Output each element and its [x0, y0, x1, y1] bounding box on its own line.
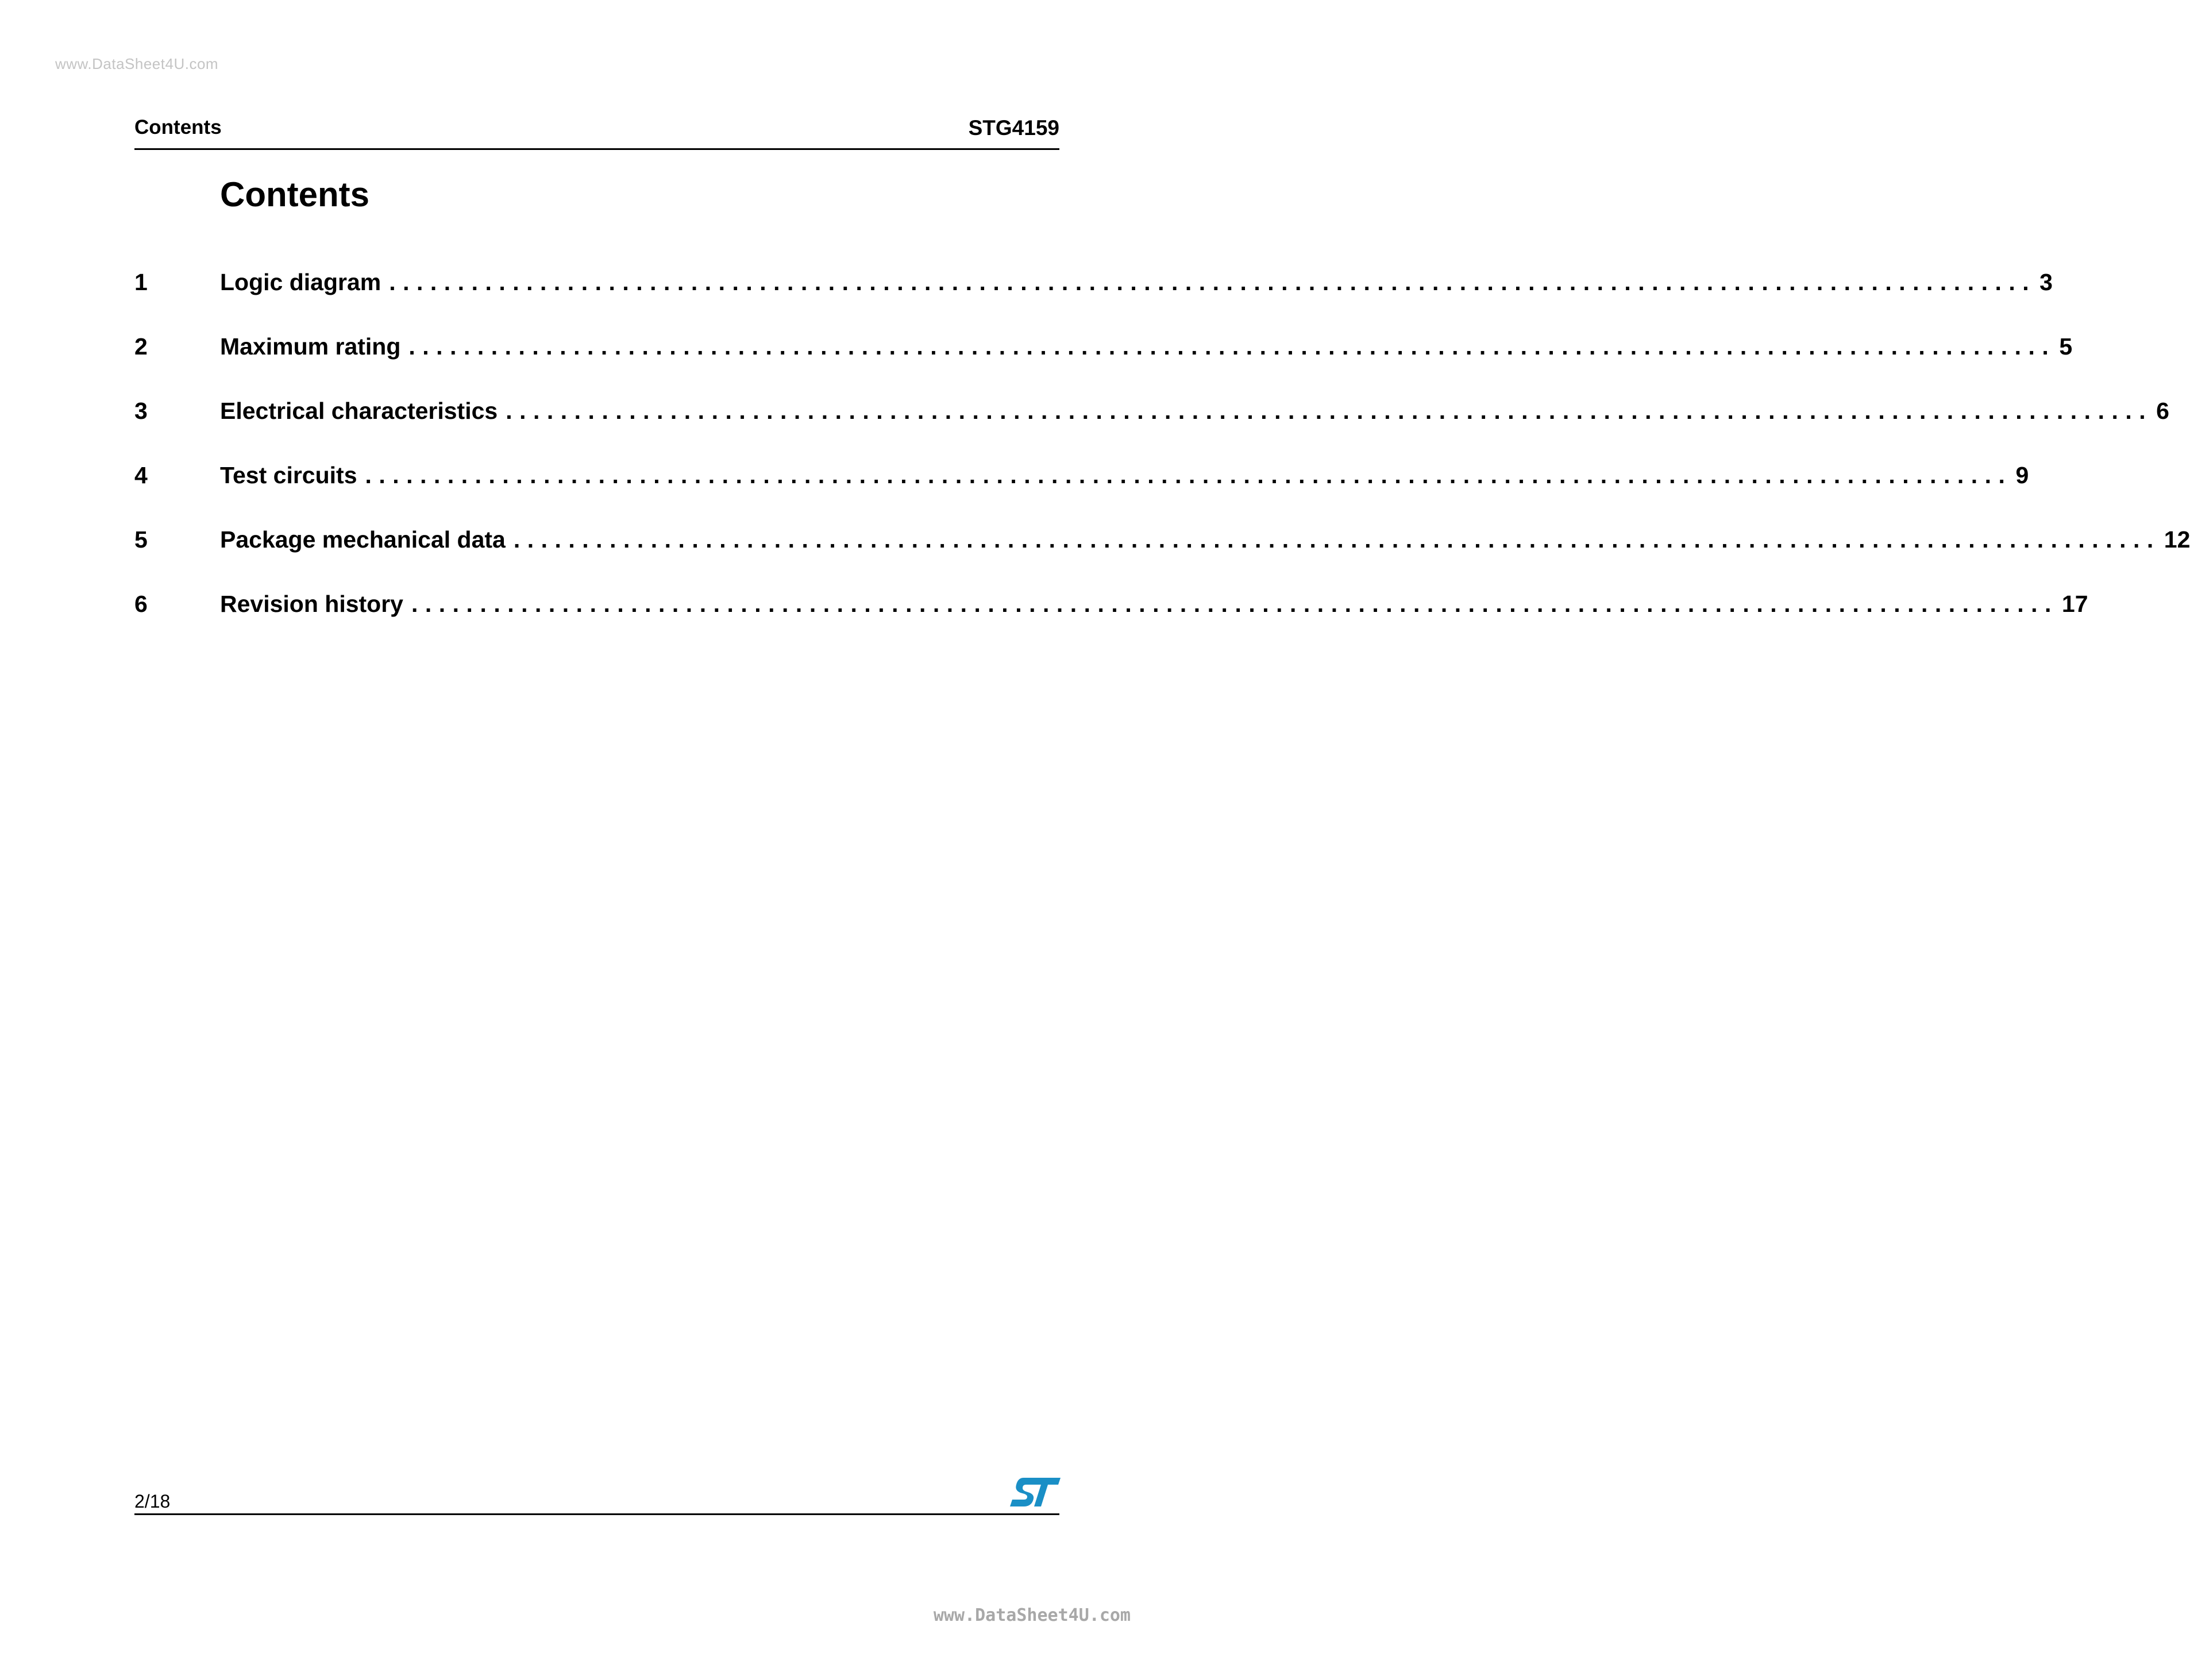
toc-entry-line: [220, 462, 2029, 489]
toc-entry-package-mechanical-data[interactable]: [134, 522, 2190, 586]
toc-entry-page[interactable]: 6: [2156, 398, 2169, 424]
toc-entry-title[interactable]: Revision history: [220, 591, 403, 617]
footer-page-number: 2/18: [134, 1491, 171, 1512]
toc-entry-title[interactable]: Logic diagram: [220, 269, 381, 295]
toc-leader-dots: ........................................................................................................................: [389, 269, 2037, 295]
footer-rule: [134, 1513, 1059, 1515]
header-rule: [134, 148, 1059, 150]
toc-leader-dots: ........................................................................................................................: [513, 526, 2161, 553]
table-of-contents: [134, 264, 2190, 650]
toc-entry-revision-history[interactable]: [134, 586, 2088, 650]
st-logo-shape: [1010, 1478, 1061, 1506]
toc-entry-test-circuits[interactable]: [134, 457, 2029, 522]
page-header: [134, 116, 1059, 148]
toc-entry-line: [220, 398, 2169, 425]
toc-entry-maximum-rating[interactable]: [134, 329, 2073, 393]
toc-entry-page[interactable]: 9: [2015, 462, 2029, 488]
toc-entry-page[interactable]: 17: [2061, 591, 2088, 617]
toc-leader-dots: ........................................................................................................................: [365, 462, 2012, 488]
toc-leader-dots: ........................................................................................................................: [506, 398, 2153, 424]
toc-entry-title[interactable]: Package mechanical data: [220, 526, 506, 553]
toc-entry-line: [220, 591, 2088, 618]
watermark-top: www.DataSheet4U.com: [55, 55, 219, 72]
toc-entry-electrical-characteristics[interactable]: [134, 393, 2169, 457]
toc-entry-number: 5: [134, 526, 148, 553]
toc-entry-line: [220, 269, 2053, 296]
header-part-number: STG4159: [968, 116, 1059, 140]
toc-entry-number: 3: [134, 398, 148, 424]
page-title: Contents: [220, 175, 369, 214]
toc-entry-number: 2: [134, 333, 148, 360]
toc-entry-number: 4: [134, 462, 148, 488]
toc-entry-title[interactable]: Maximum rating: [220, 333, 401, 360]
toc-leader-dots: ........................................................................................................................: [411, 591, 2058, 617]
toc-entry-page[interactable]: 12: [2164, 526, 2190, 553]
toc-entry-logic-diagram[interactable]: [134, 264, 2053, 329]
toc-leader-dots: ........................................................................................................................: [408, 333, 2056, 360]
toc-entry-title[interactable]: Electrical characteristics: [220, 398, 498, 424]
st-logo-icon: [1010, 1477, 1061, 1508]
toc-entry-page[interactable]: 3: [2039, 269, 2053, 295]
toc-entry-line: [220, 526, 2190, 553]
watermark-bottom: www.DataSheet4U.com: [933, 1605, 1131, 1625]
toc-entry-number: 1: [134, 269, 148, 295]
toc-entry-title[interactable]: Test circuits: [220, 462, 357, 488]
toc-entry-number: 6: [134, 591, 148, 617]
toc-entry-line: [220, 333, 2073, 360]
toc-entry-page[interactable]: 5: [2059, 333, 2073, 360]
header-section-title: Contents: [134, 116, 222, 138]
